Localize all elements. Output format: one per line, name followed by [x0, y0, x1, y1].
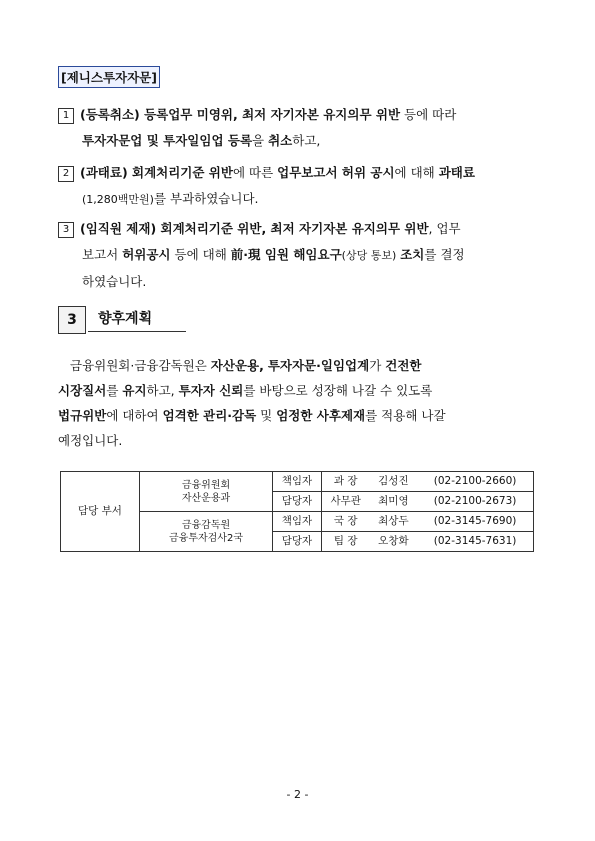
- para-text: 를 적용해 나갈: [365, 408, 446, 423]
- item-text: 투자자문업 및 투자일임업 등록: [82, 133, 253, 148]
- para-text: 자산운용,: [210, 358, 264, 373]
- name-cell: 최미영: [370, 492, 418, 512]
- item-text: 에 따른: [232, 165, 278, 180]
- phone-cell: (02-2100-2660): [417, 472, 533, 492]
- title-cell: 팀 장: [321, 532, 369, 552]
- item-text: 하였습니다.: [82, 274, 147, 289]
- org-dept: 자산운용과: [181, 492, 231, 504]
- list-item: [58, 160, 540, 213]
- item-text: (1,280백만원): [82, 193, 154, 206]
- item-text: 을: [252, 133, 269, 148]
- item-text: 에 대해: [394, 165, 439, 180]
- item-text: (상당 통보): [341, 249, 397, 262]
- name-cell: 최상두: [370, 512, 418, 532]
- name-cell: 오창화: [370, 532, 418, 552]
- org-dept: 금융투자검사2국: [169, 532, 243, 544]
- para-text: 및: [256, 408, 277, 423]
- phone-cell: (02-3145-7690): [417, 512, 533, 532]
- item-lead: (등록취소): [80, 107, 140, 122]
- para-text: 를 바탕으로 성장해 나갈 수 있도록: [243, 383, 433, 398]
- para-text: 금융위원회·금융감독원은: [70, 358, 211, 373]
- item-text: 등록업무 미영위, 최저 자기자본 유지의무 위반: [139, 107, 401, 122]
- item-text: 를 부과하였습니다.: [153, 191, 259, 206]
- para-text: 엄격한 관리·감독: [162, 408, 257, 423]
- page-number: - 2 -: [286, 788, 309, 801]
- item-text: 하고,: [292, 133, 321, 148]
- section-title: 향후계획: [98, 311, 153, 327]
- para-text: 유지: [122, 383, 147, 398]
- title-cell: 과 장: [321, 472, 369, 492]
- para-text: 예정입니다.: [58, 433, 123, 448]
- body-paragraph: [58, 353, 540, 453]
- role-cell: 담당자: [273, 492, 322, 512]
- table-row: [61, 472, 534, 492]
- item-number: 2: [58, 166, 74, 182]
- item-number: 3: [58, 222, 74, 238]
- para-text: 가: [369, 358, 386, 373]
- contact-label: 담당 부서: [61, 472, 140, 552]
- list-item: [58, 216, 540, 295]
- para-text: 투자자문·일임업계: [267, 358, 370, 373]
- item-text: 회계처리기준 위반: [127, 165, 233, 180]
- title-cell: 국 장: [321, 512, 369, 532]
- firm-label: [제니스투자자문]: [58, 66, 160, 88]
- item-text: 과태료: [438, 165, 475, 180]
- phone-cell: (02-2100-2673): [417, 492, 533, 512]
- para-text: 엄정한 사후제재: [276, 408, 366, 423]
- name-cell: 김성진: [370, 472, 418, 492]
- contact-table: [60, 471, 534, 552]
- item-text: 조치: [400, 247, 425, 262]
- list-item: [58, 102, 540, 154]
- section-number: 3: [58, 306, 86, 334]
- item-text: 를 결정: [424, 247, 465, 262]
- item-text: 보고서: [82, 247, 123, 262]
- item-text: 취소: [268, 133, 293, 148]
- item-text: 前·現 임원 해임요구: [230, 247, 342, 262]
- item-text: 허위공시: [122, 247, 171, 262]
- item-number: 1: [58, 108, 74, 124]
- role-cell: 책임자: [273, 512, 322, 532]
- para-text: 투자자 신뢰: [178, 383, 244, 398]
- item-text: 회계처리기준 위반, 최저 자기자본 유지의무 위반: [156, 221, 429, 236]
- section-heading: [58, 306, 186, 332]
- item-lead: (과태료): [80, 165, 128, 180]
- org-name: 금융위원회: [181, 479, 231, 491]
- item-text: 등에 따라: [400, 107, 457, 122]
- para-text: 건전한: [385, 358, 422, 373]
- para-text: 법규위반: [58, 408, 107, 423]
- org-name: 금융감독원: [181, 519, 231, 531]
- item-text: 등에 대해: [170, 247, 231, 262]
- para-text: 시장질서: [58, 383, 107, 398]
- item-lead: (임직원 제재): [80, 221, 157, 236]
- phone-cell: (02-3145-7631): [417, 532, 533, 552]
- section-underline: [88, 331, 186, 332]
- role-cell: 책임자: [273, 472, 322, 492]
- para-text: 를: [106, 383, 123, 398]
- title-cell: 사무관: [321, 492, 369, 512]
- para-text: 에 대하여: [106, 408, 163, 423]
- org-cell: [140, 512, 273, 552]
- item-text: , 업무: [428, 221, 461, 236]
- para-text: 하고,: [146, 383, 179, 398]
- item-text: 업무보고서 허위 공시: [277, 165, 395, 180]
- role-cell: 담당자: [273, 532, 322, 552]
- org-cell: [140, 472, 273, 512]
